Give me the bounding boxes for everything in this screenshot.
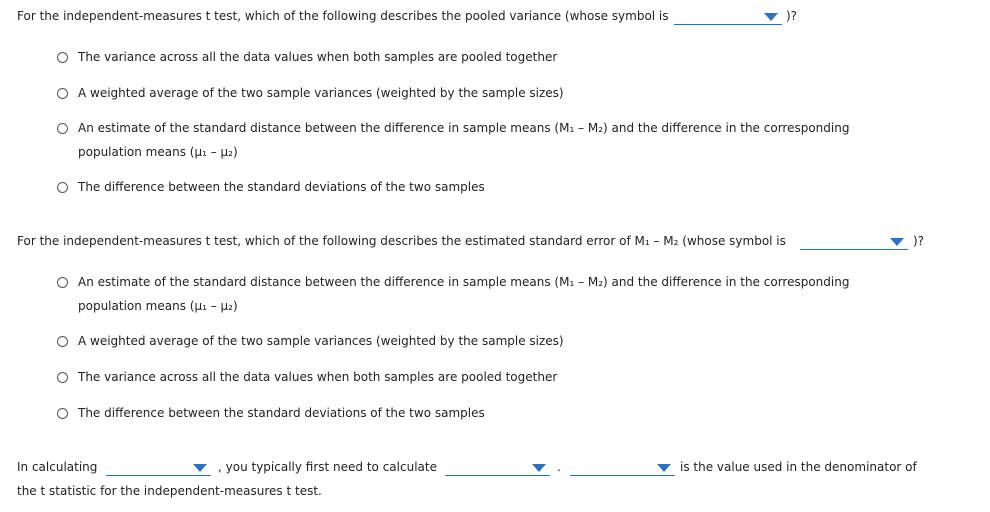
q1-option-3-label: An estimate of the standard distance between the difference in sample means (M₁ – M₂) and the difference in the corresponding <box>78 121 850 135</box>
chevron-down-icon <box>532 464 546 472</box>
q3-dropdown-1[interactable] <box>106 459 211 476</box>
q2-option-3-label: The variance across all the data values when both samples are pooled together <box>78 370 558 384</box>
chevron-down-icon <box>193 464 207 472</box>
q3-text-part4: is the value used in the denominator of <box>680 460 917 474</box>
q1-radio-4[interactable] <box>57 182 68 193</box>
chevron-down-icon <box>890 238 904 246</box>
q3-dropdown-2[interactable] <box>445 459 550 476</box>
q2-suffix: )? <box>913 234 925 248</box>
q2-option-2-label: A weighted average of the two sample variances (weighted by the sample sizes) <box>78 334 564 348</box>
q1-prompt: For the independent-measures t test, which of the following describes the pooled variance (whose symbol is <box>17 9 669 23</box>
q3-text-part1: In calculating <box>17 460 98 474</box>
q1-option-4-label: The difference between the standard deviations of the two samples <box>78 180 485 194</box>
q2-radio-3[interactable] <box>57 372 68 383</box>
chevron-down-icon <box>764 13 778 21</box>
q2-radio-1[interactable] <box>57 277 68 288</box>
q1-option-3-label-line2: population means (μ₁ – μ₂) <box>78 145 238 159</box>
q1-suffix: )? <box>786 9 798 23</box>
q3-text-part3: . <box>557 460 561 474</box>
q3-dropdown-3[interactable] <box>570 459 675 476</box>
q1-radio-1[interactable] <box>57 52 68 63</box>
q2-radio-4[interactable] <box>57 408 68 419</box>
q2-option-1-label-line2: population means (μ₁ – μ₂) <box>78 299 238 313</box>
chevron-down-icon <box>657 464 671 472</box>
q3-text-line2: the t statistic for the independent-measures t test. <box>17 484 322 498</box>
q1-radio-3[interactable] <box>57 123 68 134</box>
q1-radio-2[interactable] <box>57 88 68 99</box>
q1-option-1-label: The variance across all the data values when both samples are pooled together <box>78 50 558 64</box>
q2-symbol-dropdown[interactable] <box>800 233 908 250</box>
q2-radio-2[interactable] <box>57 336 68 347</box>
q2-prompt: For the independent-measures t test, which of the following describes the estimated standard error of M₁ – M₂ (whose symbol is <box>17 234 786 248</box>
q2-option-4-label: The difference between the standard deviations of the two samples <box>78 406 485 420</box>
q3-text-part2: , you typically first need to calculate <box>218 460 437 474</box>
q1-option-2-label: A weighted average of the two sample variances (weighted by the sample sizes) <box>78 86 564 100</box>
q1-symbol-dropdown[interactable] <box>674 8 782 25</box>
q2-option-1-label: An estimate of the standard distance between the difference in sample means (M₁ – M₂) and the difference in the corresponding <box>78 275 850 289</box>
